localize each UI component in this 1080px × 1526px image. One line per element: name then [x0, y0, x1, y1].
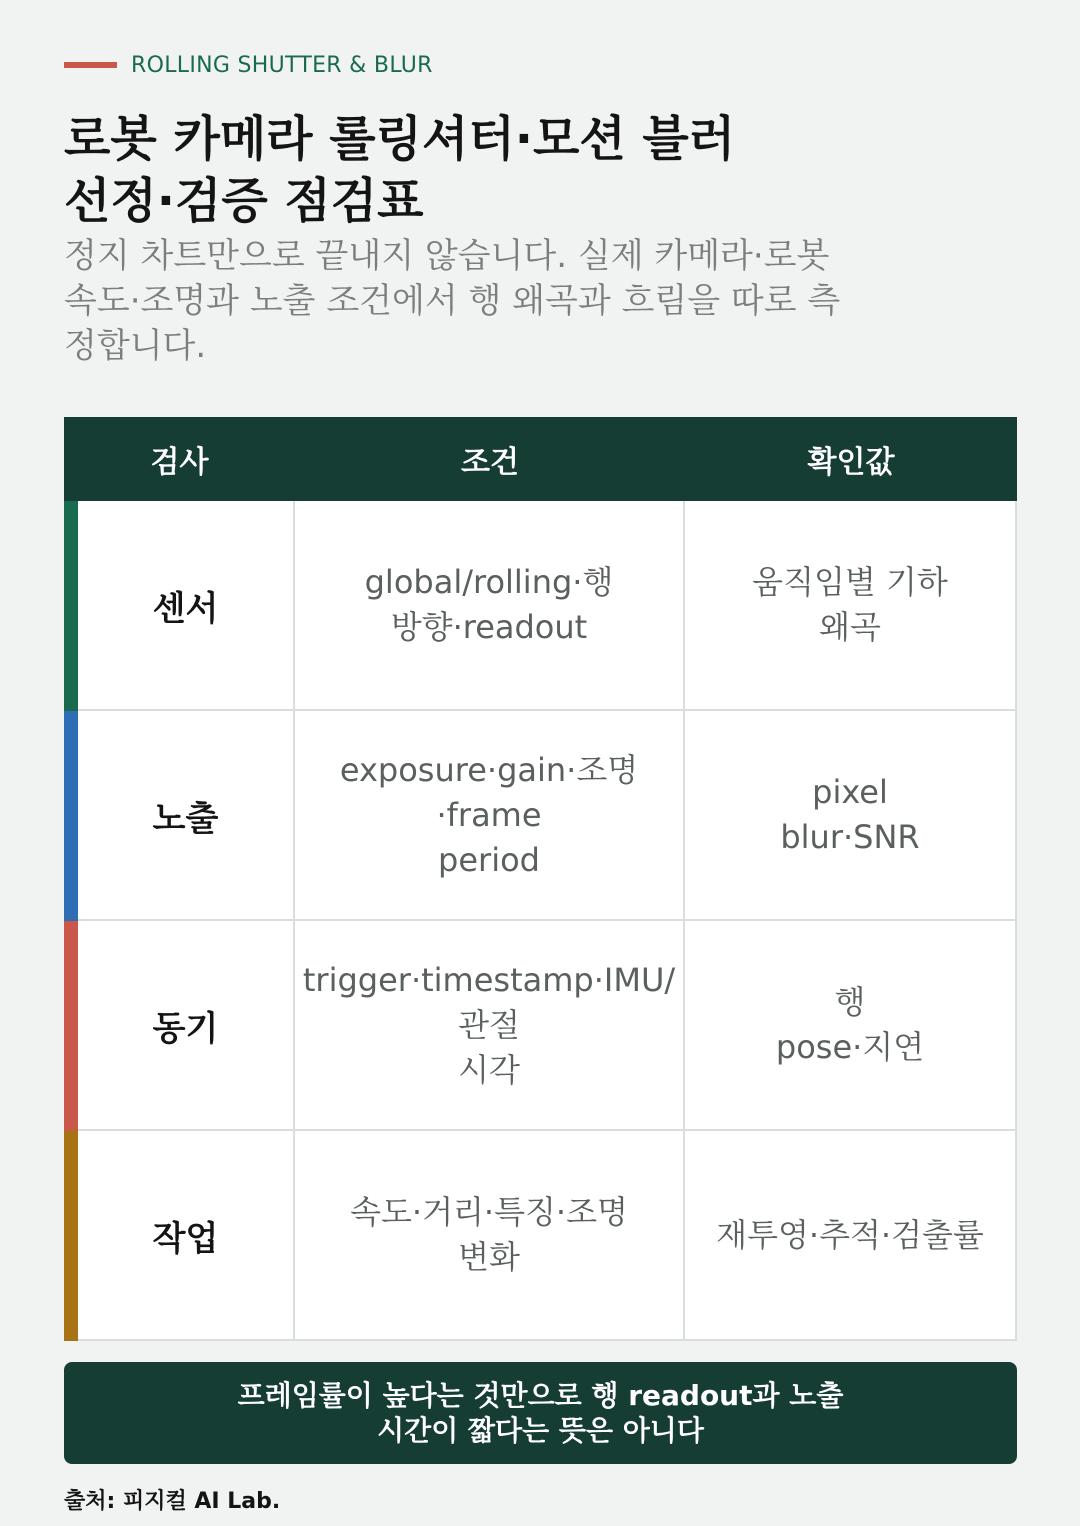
cell-check: 작업: [64, 1131, 295, 1341]
page-subtitle: 정지 차트만으로 끝내지 않습니다. 실제 카메라·로봇 속도·조명과 노출 조건에서 행 왜곡과 흐림을 따로 측정합니다.: [64, 236, 841, 366]
table-row-sync: [64, 921, 1017, 1131]
source-credit: 출처: 피지컬 AI Lab.: [64, 1489, 281, 1514]
eyebrow-accent-bar: [64, 62, 117, 68]
cell-value: 움직임별 기하 왜곡: [685, 501, 1017, 711]
cell-check: 센서: [64, 501, 295, 711]
header-check: 검사: [150, 445, 209, 480]
title-line-1: 로봇 카메라 롤링셔터·모션 블러: [64, 111, 736, 167]
header-value: 확인값: [807, 445, 895, 480]
title-line-2: 선정·검증 점검표: [64, 173, 424, 229]
cell-condition: global/rolling·행 방향·readout: [295, 501, 685, 711]
checklist-table: [64, 417, 1017, 1341]
cell-check: 동기: [64, 921, 295, 1131]
cell-condition: 속도·거리·특징·조명 변화: [295, 1131, 685, 1341]
eyebrow-text: ROLLING SHUTTER & BLUR: [131, 52, 433, 78]
table-row-exposure: [64, 711, 1017, 921]
table-row-sensor: [64, 501, 1017, 711]
cell-condition: trigger·timestamp·IMU/관절 시각: [295, 921, 685, 1131]
row-accent-bar: [64, 501, 78, 711]
row-accent-bar: [64, 1131, 78, 1341]
eyebrow: [64, 50, 433, 80]
cell-value: 행 pose·지연: [685, 921, 1017, 1131]
table-header: [64, 417, 1017, 501]
cell-condition: exposure·gain·조명·frame period: [295, 711, 685, 921]
cell-value: 재투영·추적·검출률: [685, 1131, 1017, 1341]
header-condition: 조건: [461, 445, 519, 480]
table-row-task: [64, 1131, 1017, 1341]
row-accent-bar: [64, 711, 78, 921]
page-title: [64, 108, 964, 232]
cell-check: 노출: [64, 711, 295, 921]
row-accent-bar: [64, 921, 78, 1131]
cell-value: pixel blur·SNR: [685, 711, 1017, 921]
key-takeaway-callout: 프레임률이 높다는 것만으로 행 readout과 노출 시간이 짧다는 뜻은 아니다: [64, 1362, 1017, 1464]
